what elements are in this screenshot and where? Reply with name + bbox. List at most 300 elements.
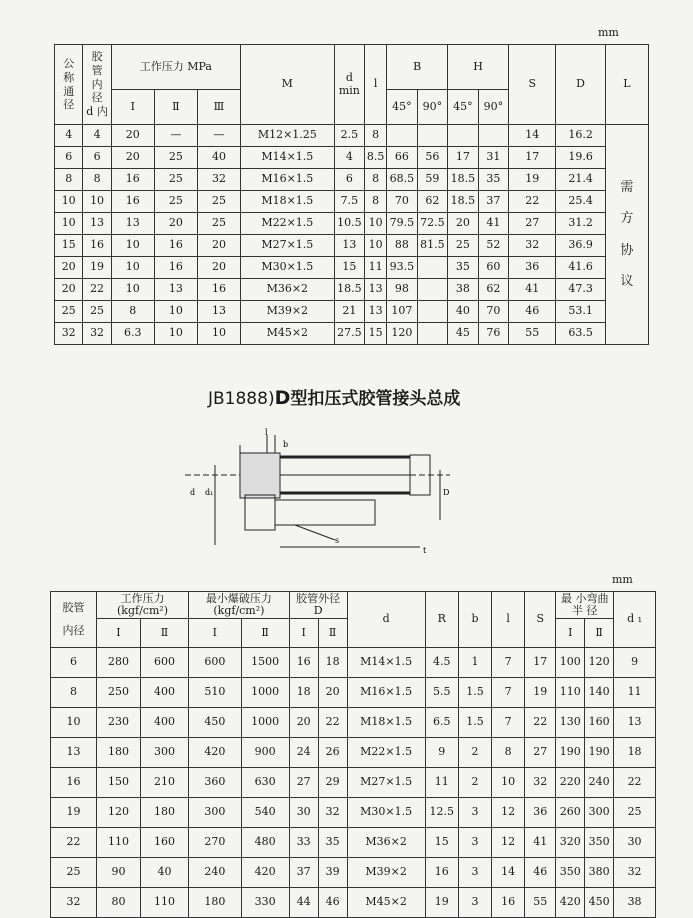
table-cell: 10 — [492, 768, 525, 798]
header-char: 胶管 — [62, 601, 85, 615]
table-cell: 25 — [55, 301, 83, 323]
header-char: 称 — [63, 70, 75, 84]
table-cell: 1 — [458, 648, 491, 678]
header-class-1: Ⅰ — [189, 619, 241, 648]
table-cell: 300 — [585, 798, 614, 828]
table-cell: M22×1.5 — [347, 738, 425, 768]
table-cell: 480 — [241, 828, 289, 858]
table-cell: 130 — [556, 708, 585, 738]
table-cell: 37 — [289, 858, 318, 888]
header-b: b — [458, 592, 491, 648]
table-cell: 72.5 — [417, 213, 447, 235]
table-1-header-row — [55, 45, 649, 90]
table-cell: 20 — [154, 213, 197, 235]
table-cell: 25 — [51, 858, 97, 888]
table-cell: 33 — [289, 828, 318, 858]
header-S: S — [525, 592, 556, 648]
table-cell: 180 — [97, 738, 141, 768]
fitting-diagram — [185, 425, 455, 565]
table-cell: M36×2 — [347, 828, 425, 858]
table-cell: 46 — [525, 858, 556, 888]
table-cell: 6 — [83, 147, 111, 169]
header-l: l — [492, 592, 525, 648]
table-row — [51, 768, 656, 798]
table-cell: 40 — [197, 147, 240, 169]
header-B: B — [387, 45, 448, 90]
table-cell: M27×1.5 — [241, 235, 335, 257]
table-cell: — — [197, 125, 240, 147]
table-cell: 360 — [189, 768, 241, 798]
table-cell: 3 — [458, 888, 491, 918]
table-cell: 15 — [365, 323, 387, 345]
table-cell: 8 — [365, 191, 387, 213]
table-cell: 420 — [189, 738, 241, 768]
table-cell: 26 — [318, 738, 347, 768]
table-cell: 12.5 — [425, 798, 458, 828]
table-row — [55, 235, 649, 257]
unit-label-2: mm — [612, 573, 633, 586]
table-cell: 10 — [154, 301, 197, 323]
header-char: 需 — [620, 180, 634, 196]
header-class-2: Ⅱ — [585, 619, 614, 648]
table-cell: 41 — [525, 828, 556, 858]
table-cell: 55 — [509, 323, 556, 345]
table-cell: M30×1.5 — [241, 257, 335, 279]
table-cell: 10 — [55, 191, 83, 213]
page-title — [208, 384, 460, 409]
table-cell — [417, 257, 447, 279]
table-cell: 190 — [556, 738, 585, 768]
table-cell: 220 — [556, 768, 585, 798]
table-cell: 35 — [478, 169, 508, 191]
table-cell: 22 — [83, 279, 111, 301]
table-cell — [478, 125, 508, 147]
table-cell — [417, 301, 447, 323]
table-cell: 900 — [241, 738, 289, 768]
table-cell: 90 — [97, 858, 141, 888]
table-1 — [54, 44, 649, 345]
table-cell: 32 — [318, 798, 347, 828]
table-cell: 4 — [334, 147, 364, 169]
table-cell: 9 — [425, 738, 458, 768]
table-cell: 36 — [525, 798, 556, 828]
table-cell: 280 — [97, 648, 141, 678]
table-cell: 16 — [111, 169, 154, 191]
table-cell: 44 — [289, 888, 318, 918]
header-class-1: Ⅰ — [111, 90, 154, 125]
header-burst-unit: (kgf/cm²) — [213, 604, 265, 617]
table-cell — [417, 279, 447, 301]
header-char: 内径 — [62, 623, 85, 637]
table-cell: 8.5 — [365, 147, 387, 169]
L-note — [605, 125, 648, 345]
table-cell: 13 — [365, 279, 387, 301]
table-cell: 66 — [387, 147, 417, 169]
table-cell: 140 — [585, 678, 614, 708]
title-prefix: JB1888) — [208, 389, 275, 409]
table-cell: M36×2 — [241, 279, 335, 301]
table-cell: 12 — [492, 798, 525, 828]
header-hose-od — [289, 592, 347, 619]
table-cell: 30 — [289, 798, 318, 828]
table-cell: 6 — [51, 648, 97, 678]
table-cell: 60 — [478, 257, 508, 279]
table-cell: 21 — [334, 301, 364, 323]
table-cell: 47.3 — [556, 279, 605, 301]
table-cell: 1.5 — [458, 678, 491, 708]
header-char: 议 — [620, 273, 634, 289]
table-cell: 3 — [458, 798, 491, 828]
table-cell: 13 — [51, 738, 97, 768]
table-cell: 110 — [140, 888, 188, 918]
table-cell: 5.5 — [425, 678, 458, 708]
header-D: D — [556, 45, 605, 125]
table-cell: 19.6 — [556, 147, 605, 169]
table-cell: 19 — [509, 169, 556, 191]
table-cell: M14×1.5 — [347, 648, 425, 678]
table-cell: 15 — [334, 257, 364, 279]
table-cell: 40 — [448, 301, 478, 323]
header-char: 径 — [91, 91, 103, 105]
header-class-1: Ⅰ — [289, 619, 318, 648]
header-R: R — [425, 592, 458, 648]
header-H: H — [448, 45, 509, 90]
table-cell: 13 — [334, 235, 364, 257]
table-cell: 80 — [97, 888, 141, 918]
header-B-90: 90° — [417, 90, 447, 125]
table-cell: 32 — [83, 323, 111, 345]
table-cell: 16 — [111, 191, 154, 213]
table-cell: 450 — [585, 888, 614, 918]
table-cell: M30×1.5 — [347, 798, 425, 828]
table-cell: 120 — [387, 323, 417, 345]
table-cell: 31 — [478, 147, 508, 169]
table-cell: 8 — [365, 125, 387, 147]
table-cell: 20 — [111, 125, 154, 147]
table-cell: 37 — [478, 191, 508, 213]
table-cell: 10 — [365, 213, 387, 235]
table-cell: 46 — [509, 301, 556, 323]
table-cell: 180 — [140, 798, 188, 828]
table-cell: 160 — [140, 828, 188, 858]
table-cell: 2 — [458, 768, 491, 798]
table-cell: 260 — [556, 798, 585, 828]
table-cell: 10 — [111, 279, 154, 301]
header-burst: 最小爆破压力 — [205, 591, 272, 605]
table-cell: 19 — [525, 678, 556, 708]
table-cell: 29 — [318, 768, 347, 798]
header-M: M — [241, 45, 335, 125]
header-od: 胶管外径 — [296, 591, 341, 605]
table-cell: 600 — [189, 648, 241, 678]
table-cell: 52 — [478, 235, 508, 257]
table-cell: 10 — [111, 235, 154, 257]
diagram-label-s: s — [335, 536, 340, 545]
table-cell: 36.9 — [556, 235, 605, 257]
table-cell: 18 — [318, 648, 347, 678]
table-cell: 380 — [585, 858, 614, 888]
table-cell: 16 — [83, 235, 111, 257]
table-cell: 22 — [509, 191, 556, 213]
table-cell: 20 — [197, 235, 240, 257]
table-cell: 25 — [197, 191, 240, 213]
header-class-3: Ⅲ — [197, 90, 240, 125]
table-cell: 14 — [509, 125, 556, 147]
diagram-label-D: D — [443, 488, 450, 497]
diagram-label-d: d — [190, 488, 196, 497]
table-cell: 4 — [83, 125, 111, 147]
header-char: 公 — [63, 57, 75, 70]
header-char: 内 — [91, 77, 103, 91]
table-cell: 31.2 — [556, 213, 605, 235]
table-cell: 7 — [492, 708, 525, 738]
table-cell: 150 — [97, 768, 141, 798]
table-2-header-row — [51, 592, 656, 619]
table-cell: 3 — [458, 828, 491, 858]
table-cell: 120 — [97, 798, 141, 828]
table-cell: 630 — [241, 768, 289, 798]
table-row — [55, 147, 649, 169]
table-cell: 13 — [365, 301, 387, 323]
header-char: 管 — [91, 63, 103, 77]
header-char: d 内 — [86, 105, 108, 119]
table-cell: 6 — [55, 147, 83, 169]
table-cell: 120 — [585, 648, 614, 678]
table-cell: 22 — [51, 828, 97, 858]
table-cell: 110 — [556, 678, 585, 708]
table-cell: 9 — [614, 648, 656, 678]
table-cell: 76 — [478, 323, 508, 345]
table-cell: 8 — [365, 169, 387, 191]
table-cell: 46 — [318, 888, 347, 918]
table-cell: 100 — [556, 648, 585, 678]
table-cell: 39 — [318, 858, 347, 888]
table-cell: 400 — [140, 678, 188, 708]
table-cell: 15 — [425, 828, 458, 858]
table-cell: 15 — [55, 235, 83, 257]
table-cell: 1000 — [241, 678, 289, 708]
table-cell: 4.5 — [425, 648, 458, 678]
table-cell: 11 — [614, 678, 656, 708]
title-letter: D — [274, 387, 291, 409]
table-cell: 18 — [614, 738, 656, 768]
table-cell: 25 — [614, 798, 656, 828]
table-cell: 320 — [556, 828, 585, 858]
table-cell: 35 — [448, 257, 478, 279]
table-cell: 41.6 — [556, 257, 605, 279]
table-row — [51, 708, 656, 738]
table-cell — [387, 125, 417, 147]
table-cell: 11 — [365, 257, 387, 279]
table-cell: 13 — [197, 301, 240, 323]
table-row — [51, 678, 656, 708]
table-cell: 14 — [492, 858, 525, 888]
header-L: L — [605, 45, 648, 125]
table-cell: 7.5 — [334, 191, 364, 213]
table-cell: 79.5 — [387, 213, 417, 235]
table-cell: 16 — [154, 235, 197, 257]
table-cell: 300 — [140, 738, 188, 768]
table-cell: 420 — [241, 858, 289, 888]
header-class-2: Ⅱ — [140, 619, 188, 648]
diagram-label-t: t — [423, 546, 427, 555]
table-row — [55, 213, 649, 235]
table-cell: 27 — [289, 768, 318, 798]
table-cell: 10 — [154, 323, 197, 345]
header-S: S — [509, 45, 556, 125]
table-cell: 160 — [585, 708, 614, 738]
header-B-45: 45° — [387, 90, 417, 125]
table-cell: 420 — [556, 888, 585, 918]
table-row — [51, 798, 656, 828]
table-row — [55, 125, 649, 147]
header-hose — [51, 592, 97, 648]
table-cell: 13 — [154, 279, 197, 301]
header-d1: d ₁ — [614, 592, 656, 648]
table-row — [51, 828, 656, 858]
table-cell: 22 — [525, 708, 556, 738]
table-cell: 25 — [83, 301, 111, 323]
table-cell: 25 — [154, 191, 197, 213]
table-cell: 1.5 — [458, 708, 491, 738]
diagram-label-b: b — [283, 440, 289, 449]
table-cell: 13 — [83, 213, 111, 235]
table-cell: — — [154, 125, 197, 147]
header-class-2: Ⅱ — [241, 619, 289, 648]
table-cell: 330 — [241, 888, 289, 918]
table-cell — [448, 125, 478, 147]
table-row — [51, 888, 656, 918]
table-cell: 93.5 — [387, 257, 417, 279]
table-cell: 18.5 — [334, 279, 364, 301]
table-cell: 16.2 — [556, 125, 605, 147]
table-cell: 350 — [556, 858, 585, 888]
table-cell: 88 — [387, 235, 417, 257]
unit-label-1: mm — [598, 26, 619, 39]
table-cell — [417, 323, 447, 345]
table-cell: 250 — [97, 678, 141, 708]
header-d: d — [347, 592, 425, 648]
header-hose-id — [83, 45, 111, 125]
table-cell: 56 — [417, 147, 447, 169]
table-cell: 8 — [55, 169, 83, 191]
table-cell: 20 — [448, 213, 478, 235]
table-row — [55, 279, 649, 301]
table-cell: M12×1.25 — [241, 125, 335, 147]
table-cell: 12 — [492, 828, 525, 858]
header-char: 方 — [620, 211, 634, 227]
table-cell: 1000 — [241, 708, 289, 738]
table-cell: 230 — [97, 708, 141, 738]
table-cell: M22×1.5 — [241, 213, 335, 235]
header-working-pressure — [97, 592, 189, 619]
table-cell: 1500 — [241, 648, 289, 678]
header-char: 径 — [63, 98, 75, 112]
table-cell: 81.5 — [417, 235, 447, 257]
table-cell: 10 — [111, 257, 154, 279]
table-cell: 41 — [478, 213, 508, 235]
table-cell: 17 — [448, 147, 478, 169]
table-cell: 16 — [289, 648, 318, 678]
table-cell: 10 — [51, 708, 97, 738]
table-cell: 24 — [289, 738, 318, 768]
header-char: 协 — [620, 242, 634, 258]
table-cell: 19 — [425, 888, 458, 918]
table-cell: 20 — [55, 257, 83, 279]
table-cell: 53.1 — [556, 301, 605, 323]
table-cell: 18.5 — [448, 169, 478, 191]
header-H-45: 45° — [448, 90, 478, 125]
table-cell: 35 — [318, 828, 347, 858]
table-cell: 19 — [51, 798, 97, 828]
table-cell: 25 — [154, 147, 197, 169]
header-char: 胶 — [91, 50, 103, 64]
table-cell: 11 — [425, 768, 458, 798]
header-bend-radius — [556, 592, 614, 619]
table-cell: 62 — [478, 279, 508, 301]
table-cell: 400 — [140, 708, 188, 738]
table-cell: 8 — [51, 678, 97, 708]
table-cell: 32 — [525, 768, 556, 798]
table-cell: 63.5 — [556, 323, 605, 345]
title-text: 型扣压式胶管接头总成 — [290, 389, 461, 409]
table-cell: 38 — [448, 279, 478, 301]
table-cell: M39×2 — [347, 858, 425, 888]
table-cell: M45×2 — [347, 888, 425, 918]
table-row — [55, 169, 649, 191]
table-cell: M14×1.5 — [241, 147, 335, 169]
table-cell: 36 — [509, 257, 556, 279]
table-cell: 70 — [478, 301, 508, 323]
table-cell: 25 — [448, 235, 478, 257]
table-cell: 240 — [189, 858, 241, 888]
table-cell: 25 — [154, 169, 197, 191]
header-class-2: Ⅱ — [318, 619, 347, 648]
table-cell: 6 — [334, 169, 364, 191]
header-l: l — [365, 45, 387, 125]
table-cell: 10 — [197, 323, 240, 345]
table-cell: 110 — [97, 828, 141, 858]
table-cell: 8 — [111, 301, 154, 323]
table-row — [51, 858, 656, 888]
header-H-90: 90° — [478, 90, 508, 125]
table-cell: 19 — [83, 257, 111, 279]
table-cell: M39×2 — [241, 301, 335, 323]
table-cell: 8 — [83, 169, 111, 191]
table-cell: 45 — [448, 323, 478, 345]
diagram-label-d1: d₁ — [205, 488, 214, 497]
table-cell: 38 — [614, 888, 656, 918]
table-cell: 8 — [492, 738, 525, 768]
table-cell: 10 — [55, 213, 83, 235]
table-cell: 450 — [189, 708, 241, 738]
table-cell: 16 — [154, 257, 197, 279]
table-cell: 300 — [189, 798, 241, 828]
table-cell: 540 — [241, 798, 289, 828]
header-class-1: Ⅰ — [556, 619, 585, 648]
table-cell: 510 — [189, 678, 241, 708]
header-working-pressure: 工作压力 MPa — [111, 45, 240, 90]
header-dmin: min — [338, 83, 360, 97]
table-cell — [417, 125, 447, 147]
table-cell: 20 — [55, 279, 83, 301]
table-row — [55, 257, 649, 279]
table-cell: 32 — [197, 169, 240, 191]
header-d-min — [334, 45, 364, 125]
table-cell: 16 — [51, 768, 97, 798]
table-cell: 40 — [140, 858, 188, 888]
table-cell: 18 — [289, 678, 318, 708]
